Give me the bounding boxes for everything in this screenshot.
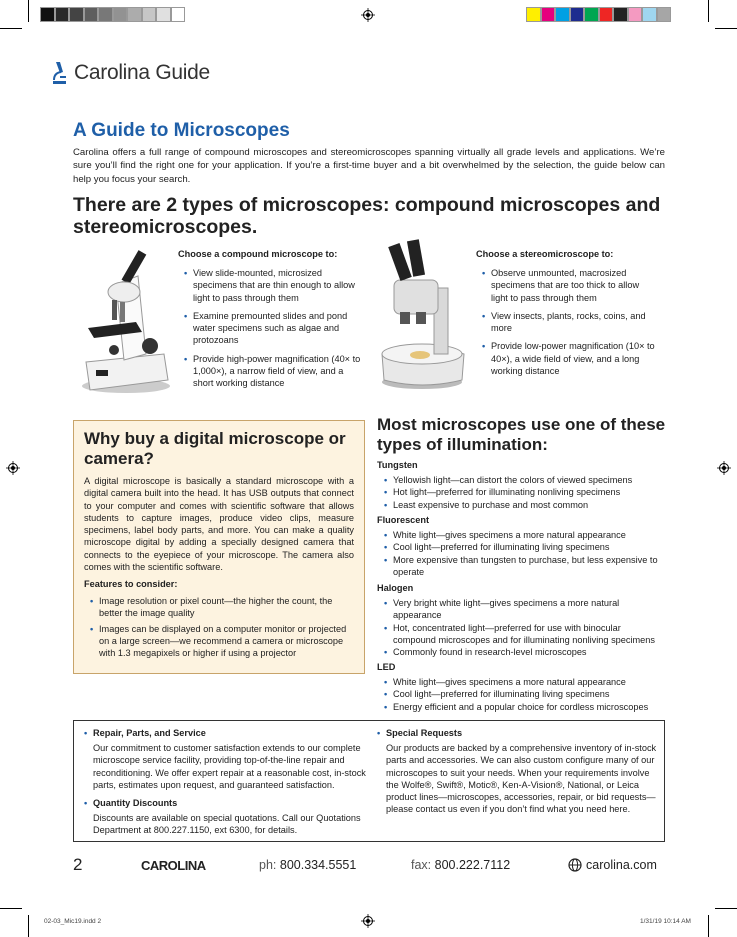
list-item: • Hot, concentrated light—preferred for use with binocular compound microscopes and for illuminating nonliving specimens [384,622,664,647]
swatch [171,7,186,22]
fax-label: fax: [411,858,432,872]
list-item: • Examine premounted slides and pond water specimens such as algae and protozoans [184,310,362,347]
phone-number: 800.334.5551 [279,858,357,872]
list-item: • White light—gives specimens a more natural appearance [384,529,664,541]
special-heading: • Special Requests [377,728,462,738]
stereo-heading: Choose a stereomicroscope to: [476,249,614,259]
registration-mark-icon [361,914,375,928]
swatch [156,7,171,22]
list-item: • Image resolution or pixel count—the higher the count, the better the image quality [90,595,348,620]
digital-callout-box [73,420,365,674]
swatch [657,7,672,22]
swatch [541,7,556,22]
swatch [113,7,128,22]
swatch [599,7,614,22]
list-item: • Energy efficient and a popular choice for cordless microscopes [384,701,664,713]
digital-heading: Why buy a digital microscope or camera? [84,429,346,468]
globe-icon [568,858,582,872]
intro-paragraph: Carolina offers a full range of compound microscopes and stereomicroscopes spanning virtually all grade levels and applications. We’re sure you’ll find the right one for your application. If you’re a first-time buyer and a bit overwhelmed by the selection, the guide below can help you focus your search. [73,147,665,185]
list-item: • View slide-mounted, microsized specimens that are thin enough to allow light to pass through them [184,267,362,304]
page-number: 2 [73,855,83,874]
list-item: • Provide low-power magnification (10× to 40×), a wide field of view, and a long working distance [482,340,658,377]
quantity-heading: • Quantity Discounts [84,798,177,808]
registration-mark-icon [6,461,20,475]
features-list [90,595,348,665]
list-item: • Very bright white light—gives specimens a more natural appearance [384,597,664,622]
led-list [384,676,664,713]
repair-heading: • Repair, Parts, and Service [84,728,206,738]
illumination-type-tungsten: Tungsten [377,460,418,470]
stereo-microscope-image [376,236,470,392]
list-item: • Images can be displayed on a computer monitor or projected on a large screen—we recommend a camera or microscope with 1.3 megapixels or higher if using a projector [90,623,348,660]
phone-block [259,858,356,872]
gray-swatch-strip [40,7,185,22]
quantity-body: Discounts are available on special quotations. Call our Quotations Department at 800.227.1150, ext 6300, for details. [93,813,361,836]
list-item: • Provide high-power magnification (40× to 1,000×), a narrow field of view, and a short working distance [184,353,362,390]
date-slug: 1/31/19 10:14 AM [640,918,691,925]
illumination-heading: Most microscopes use one of these types of illumination: [377,415,666,454]
fax-block [411,858,510,872]
swatch [526,7,541,22]
list-item: • Yellowish light—can distort the colors of viewed specimens [384,474,664,486]
brand-title: Carolina Guide [74,61,210,84]
swatch [642,7,657,22]
types-heading: There are 2 types of microscopes: compound microscopes and stereomicroscopes. [73,194,661,238]
illumination-type-fluorescent: Fluorescent [377,515,430,525]
digital-body: A digital microscope is basically a standard microscope with a digital camera built into the head. It has USB outputs that connect to your computer and comes with scientific software that allows students to capture images, produce video clips, measure specimens, label body parts, and more. You can make a quality microscope digital by adding a specially designed camera that connects to the eyepiece of your microscope. The camera also comes with the scientific software. [84,476,354,573]
carolina-logo: CAROLINA [141,858,206,873]
list-item: • Cool light—preferred for illuminating living specimens [384,541,664,553]
list-item: • View insects, plants, rocks, coins, and more [482,310,658,335]
tungsten-list [384,474,664,511]
illumination-type-led: LED [377,662,396,672]
website-block[interactable] [568,858,657,872]
features-heading: Features to consider: [84,579,178,589]
swatch [84,7,99,22]
compound-microscope-image [76,244,176,396]
registration-mark-icon [361,8,375,22]
website-link[interactable]: carolina.com [586,858,657,872]
list-item: • Commonly found in research-level microscopes [384,646,664,658]
brand-header [50,60,210,86]
microscope-icon [50,60,70,86]
list-item: • Hot light—preferred for illuminating nonliving specimens [384,486,664,498]
swatch [555,7,570,22]
swatch [584,7,599,22]
list-item: • Least expensive to purchase and most common [384,499,664,511]
swatch [628,7,643,22]
registration-mark-icon [717,461,731,475]
special-body: Our products are backed by a comprehensive inventory of in-stock parts and accessories. We can also custom configure many of our microscopes to suit your needs. When your requirements involve the Wolfe®, Swift®, Motic®, Ken-A-Vision®, National, or Leica product lines—microscopes, accessories, repair, or bid requests—please contact us even if you don’t find what you need here. [386,743,657,815]
stereo-list [482,267,658,383]
list-item: • More expensive than tungsten to purchase, but less expensive to operate [384,554,664,579]
services-box [73,720,665,842]
page-title: A Guide to Microscopes [73,120,290,141]
phone-label: ph: [259,858,277,872]
swatch [69,7,84,22]
list-item: • Observe unmounted, macrosized specimens that are too thick to allow light to pass through them [482,267,658,304]
swatch [98,7,113,22]
halogen-list [384,597,664,658]
swatch [127,7,142,22]
repair-body: Our commitment to customer satisfaction extends to our complete microscope service facility, providing top-of-the-line repair and reconditioning. We offer expert repair at a reasonable cost, in-stock parts, estimates upon request, and guaranteed satisfaction. [93,743,366,790]
swatch [613,7,628,22]
fax-number: 800.222.7112 [434,858,511,872]
compound-list [184,267,362,396]
swatch [40,7,55,22]
illumination-type-halogen: Halogen [377,583,414,593]
file-slug: 02-03_Mic19.indd 2 [44,918,102,925]
swatch [55,7,70,22]
color-swatch-strip [526,7,671,22]
swatch [570,7,585,22]
list-item: • Cool light—preferred for illuminating living specimens [384,688,664,700]
compound-heading: Choose a compound microscope to: [178,249,338,259]
list-item: • White light—gives specimens a more natural appearance [384,676,664,688]
swatch [142,7,157,22]
fluorescent-list [384,529,664,578]
